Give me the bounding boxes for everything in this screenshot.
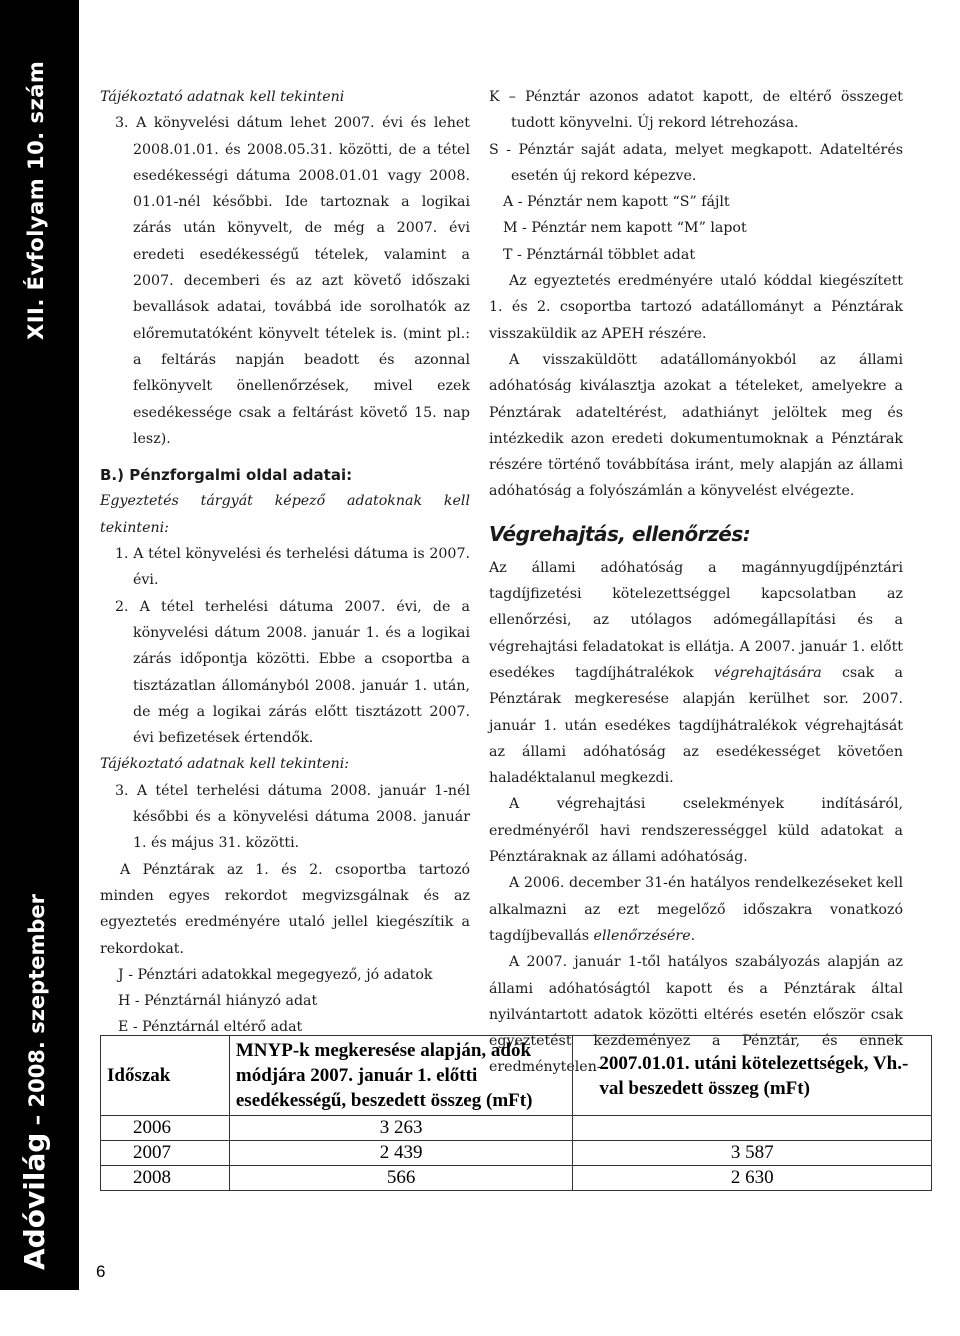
code-s: S - Pénztár saját adata, melyet megkapott. Adateltérés esetén új rekord képezve. bbox=[489, 141, 903, 184]
p5-emphasis: ellenőrzésére bbox=[593, 927, 691, 944]
header-before-2007: MNYP-k megkeresése alapján, adók módjára 2007. január 1. előtti esedékességű, beszedett összeg (mFt) bbox=[229, 1036, 573, 1116]
issue-date: – 2008. szeptember bbox=[25, 894, 49, 1133]
paragraph: A Pénztárak az 1. és 2. csoportba tartozó minden egyes rekordot megvizsgálnak és az egyeztetés eredményére utaló jellel kiegészítik a rekordokat. bbox=[100, 861, 470, 957]
left-column bbox=[100, 84, 470, 1041]
sidebar bbox=[0, 0, 79, 1290]
p3-emphasis: végrehajtására bbox=[713, 664, 822, 681]
cell-value: 3 263 bbox=[229, 1116, 573, 1141]
code-t: T - Pénztárnál többlet adat bbox=[503, 246, 696, 263]
code-m: M - Pénztár nem kapott “M” lapot bbox=[503, 220, 747, 237]
cell-period: 2008 bbox=[101, 1166, 230, 1191]
code-k: K – Pénztár azonos adatot kapott, de eltérő összeget tudott könyvelni. Új rekord létrehozása. bbox=[489, 89, 903, 132]
cell-period: 2007 bbox=[101, 1141, 230, 1166]
page-number: 6 bbox=[96, 1262, 106, 1281]
code-h: H - Pénztárnál hiányzó adat bbox=[118, 993, 318, 1010]
brand-name: Adóvilág bbox=[18, 1132, 51, 1270]
p5-text-b: . bbox=[690, 927, 696, 944]
data-table bbox=[100, 1035, 932, 1191]
paragraph-6: A 2007. január 1-től hatályos szabályozás alapján az állami adóhatóságtól kapott és a Pénztárak által nyilvántartott adatok közötti eltérés esetén először csak egyeztetést kezdeményez a Pénztár, és ennek eredménytelen- bbox=[489, 954, 903, 1076]
cell-value bbox=[573, 1116, 932, 1141]
paragraph-1: Az egyeztetés eredményére utaló kóddal kiegészített 1. és 2. csoportba tartozó adatállományt a Pénztárak visszaküldik az APEH részére. bbox=[489, 273, 903, 342]
paragraph-5 bbox=[489, 870, 903, 949]
right-column bbox=[489, 84, 903, 1081]
issue-label: XII. Évfolyam 10. szám bbox=[24, 60, 48, 340]
p3-text-a: Az állami adóhatóság a magánnyugdíjpénztári tagdíjfizetési kötelezettséggel kapcsolatban az ellenőrzési, az utólagos adómegállapítási és a végrehajtási feladatokat is ellátja. A 2007. január 1. előtt esedékes tagdíjhátralékok bbox=[489, 559, 903, 681]
cell-value: 2 630 bbox=[573, 1166, 932, 1191]
code-e: E - Pénztárnál eltérő adat bbox=[118, 1019, 303, 1036]
code-a: A - Pénztár nem kapott “S” fájlt bbox=[503, 194, 730, 211]
cell-value: 566 bbox=[229, 1166, 573, 1191]
paragraph-4: A végrehajtási cselekmények indításáról, eredményéről havi rendszerességgel küld adatokat a Pénztáraknak az állami adóhatóság. bbox=[489, 796, 903, 866]
p5-text-a: A 2006. december 31-én hatályos rendelkezéseket kell alkalmazni az ezt megelőző időszakra vonatkozó tagdíjbevallás bbox=[489, 875, 903, 944]
section-b-heading: B.) Pénzforgalmi oldal adatai: bbox=[100, 466, 353, 485]
info-heading: Tájékoztató adatnak kell tekinteni bbox=[100, 89, 345, 105]
table-row bbox=[101, 1116, 932, 1141]
publication-title bbox=[18, 894, 51, 1270]
cell-period: 2006 bbox=[101, 1116, 230, 1141]
paragraph-3 bbox=[489, 555, 903, 792]
cell-value: 2 439 bbox=[229, 1141, 573, 1166]
item-b1: 1. A tétel könyvelési és terhelési dátuma is 2007. évi. bbox=[115, 546, 470, 589]
enforcement-heading: Végrehajtás, ellenőrzés: bbox=[489, 521, 751, 546]
header-period: Időszak bbox=[101, 1036, 230, 1116]
info-heading-2: Tájékoztató adatnak kell tekinteni: bbox=[100, 756, 350, 773]
cell-value: 3 587 bbox=[573, 1141, 932, 1166]
item-3: 3. A könyvelési dátum lehet 2007. évi és lehet 2008.01.01. és 2008.05.31. közötti, de a tétel esedékességi dátuma 2008.01.01 vagy 2008. 01.01-nél későbbi. Ide tartoznak a logikai zárás után könyvelt, de még a 2007. évi eredeti esedékességű tételek, valamint a 2007. decemberi és az azt követő időszaki bevallások adatai, továbbá ide sorolhatók az előremutatóként könyvelt tételek is. (mint pl.: a feltárás napján beadott és azonnal felkönyvelt önellenőrzések, mivel ezek esedékessége csak a feltárást követő 15. nap lesz). bbox=[115, 115, 470, 447]
table-row bbox=[101, 1141, 932, 1166]
table-header-row bbox=[101, 1036, 932, 1116]
item-b3: 3. A tétel terhelési dátuma 2008. január 1-nél későbbi és a könyvelési dátuma 2008. január 1. és május 31. közötti. bbox=[115, 782, 470, 852]
p3-text-b: csak a Pénztárak megkeresése alapján kerülhet sor. 2007. január 1. után esedékes tagdíjhátralékok végrehajtását az állami adóhatóság az esedékességet követően haladéktalanul megkezdi. bbox=[489, 664, 904, 787]
table-row bbox=[101, 1166, 932, 1191]
code-j: J - Pénztári adatokkal megegyező, jó adatok bbox=[118, 966, 433, 983]
item-b2: 2. A tétel terhelési dátuma 2007. évi, de a könyvelési dátum 2008. január 1. és a logikai zárás időpontja közötti. Ebbe a csoportba a tisztázatlan állományból 2008. január 1. után, de még a logikai zárás előtt tisztázott 2007. évi befizetések értendők. bbox=[115, 598, 470, 747]
header-after-2007: 2007.01.01. utáni kötelezettségek, Vh.-val beszedett összeg (mFt) bbox=[573, 1036, 932, 1116]
reconcile-heading: Egyeztetés tárgyát képező adatoknak kell tekinteni: bbox=[100, 493, 470, 536]
paragraph-2: A visszaküldött adatállományokból az állami adóhatóság kiválasztja azokat a tételeket, amelyekre a Pénztárak adateltérést, adathiányt jelöltek meg és intézkedik azon eredeti dokumentumoknak a Pénztárak részére történő továbbítása iránt, mely alapján az állami adóhatóság a folyószámlán a könyvelést elvégezte. bbox=[489, 351, 903, 500]
